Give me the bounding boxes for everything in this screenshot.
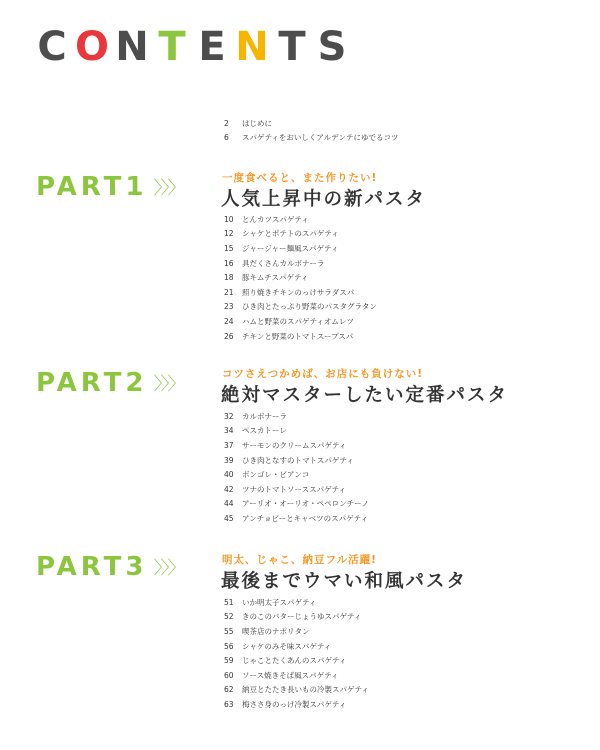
toc-entry[interactable] [224, 314, 377, 329]
page-number: 45 [224, 513, 234, 523]
entry-title: ジャージャー麺風スパゲティ [242, 243, 339, 253]
entry-title: ひき肉とたっぷり野菜のパスタグラタン [242, 302, 377, 312]
page-number: 44 [224, 499, 234, 509]
page-number: 12 [224, 229, 234, 239]
page-number: 18 [224, 273, 234, 283]
entry-title: いか明太子スパゲティ [242, 597, 317, 607]
title-letter: N [115, 24, 149, 70]
entry-title: 納豆とたたき長いもの冷製スパゲティ [242, 685, 369, 695]
toc-entry[interactable] [224, 438, 369, 453]
toc-entry[interactable] [224, 467, 369, 482]
title-letter: E [198, 24, 226, 70]
page-number: 52 [224, 612, 234, 622]
page-number: 26 [224, 331, 234, 341]
entry-title: ツナのトマトソーススパゲティ [242, 484, 347, 494]
chevrons-icon: 〉〉〉 [153, 558, 184, 579]
toc-entry[interactable] [224, 683, 369, 698]
part-1-entries [224, 212, 377, 343]
entry-title: アーリオ・オーリオ・ペペロンチーノ [242, 499, 369, 509]
intro-list [224, 116, 398, 145]
part-3-label [36, 550, 183, 584]
page-number: 59 [224, 656, 234, 666]
part-2-entries [224, 409, 369, 526]
entry-title: ボンゴレ・ビアンコ [242, 470, 310, 480]
entry-title: ペスカトーレ [242, 426, 287, 436]
page-number: 39 [224, 455, 234, 465]
page-number: 60 [224, 670, 234, 680]
toc-entry[interactable] [224, 300, 377, 315]
toc-entry[interactable] [224, 409, 369, 424]
toc-entry[interactable] [224, 424, 369, 439]
part-1-heading: 人気上昇中の新パスタ [221, 189, 427, 210]
page-number: 32 [224, 411, 234, 421]
page-number: 40 [224, 470, 234, 480]
title-letter: T [278, 24, 306, 70]
part-2-tagline: コツさえつかめば、お店にも負けない! [222, 368, 424, 380]
title-letter: S [317, 24, 347, 70]
entry-title: とんカツスパゲティ [242, 214, 309, 224]
toc-entry[interactable] [224, 285, 377, 300]
entry-title: シャケとポテトのスパゲティ [242, 229, 339, 239]
entry-title: 梅ささ身のっけ冷製スパゲティ [242, 699, 347, 709]
part-1-tagline: 一度食べると、また作りたい! [222, 172, 378, 184]
entry-title: チキンと野菜のトマトスープスパ [242, 331, 354, 341]
page-number: 37 [224, 440, 234, 450]
entry-title: じゃことたくあんのスパゲティ [242, 656, 347, 666]
toc-entry[interactable] [224, 624, 369, 639]
part-1-word: PART1 [36, 172, 148, 202]
toc-entry[interactable] [224, 453, 369, 468]
page-number: 24 [224, 316, 234, 326]
page-number: 55 [224, 626, 234, 636]
toc-entry[interactable] [224, 227, 377, 242]
part-3-tagline: 明太、じゃこ、納豆フル活躍! [222, 554, 377, 566]
title-letter: T [158, 24, 186, 70]
toc-entry[interactable] [224, 256, 377, 271]
entry-title: 豚キムチスパゲティ [242, 273, 309, 283]
page-number: 56 [224, 641, 234, 651]
toc-entry[interactable] [224, 270, 377, 285]
toc-entry[interactable] [224, 329, 377, 344]
page-number: 51 [224, 597, 234, 607]
toc-entry[interactable] [224, 653, 369, 668]
chevrons-icon: 〉〉〉 [153, 178, 184, 199]
entry-title: アンチョビーとキャベツのスパゲティ [242, 513, 369, 523]
toc-entry[interactable] [224, 131, 398, 146]
page-number: 6 [224, 133, 229, 143]
page-number: 23 [224, 302, 234, 312]
title-letter: O [74, 24, 109, 70]
page-number: 10 [224, 214, 234, 224]
toc-entry[interactable] [224, 482, 369, 497]
page-number: 16 [224, 258, 234, 268]
entry-title: きのこのバターじょうゆスパゲティ [242, 612, 362, 622]
part-3-heading: 最後までウマい和風パスタ [221, 571, 468, 592]
entry-title: 具だくさんカルボナーラ [242, 258, 325, 268]
entry-title: サーモンのクリームスパゲティ [242, 440, 347, 450]
page-number: 42 [224, 484, 234, 494]
chevrons-icon: 〉〉〉 [153, 374, 184, 395]
page-number: 15 [224, 243, 234, 253]
toc-entry[interactable] [224, 212, 377, 227]
page-number: 62 [224, 685, 234, 695]
title-letter: C [37, 24, 67, 70]
page-number: 2 [224, 118, 229, 128]
toc-entry[interactable] [224, 497, 369, 512]
part-3-word: PART3 [36, 552, 148, 582]
contents-title [32, 22, 352, 72]
toc-entry[interactable] [224, 668, 369, 683]
toc-entry[interactable] [224, 595, 369, 610]
part-2-label [36, 366, 183, 400]
entry-title: はじめに [242, 118, 272, 128]
part-2-heading: 絶対マスターしたい定番パスタ [221, 385, 509, 406]
part-2-word: PART2 [36, 368, 148, 398]
toc-entry[interactable] [224, 610, 369, 625]
entry-title: スパゲティをおいしくアルデンテにゆでるコツ [242, 133, 399, 143]
toc-entry[interactable] [224, 639, 369, 654]
toc-entry[interactable] [224, 241, 377, 256]
entry-title: ハムと野菜のスパゲティオムレツ [242, 316, 354, 326]
toc-entry[interactable] [224, 116, 398, 131]
entry-title: シャケのみそ味スパゲティ [242, 641, 332, 651]
page-number: 34 [224, 426, 234, 436]
entry-title: ソース焼きそば風スパゲティ [242, 670, 339, 680]
entry-title: 照り焼きチキンのっけサラダスパ [242, 287, 355, 297]
toc-entry[interactable] [224, 511, 369, 526]
part-1-label [36, 170, 183, 204]
page-number: 21 [224, 287, 234, 297]
entry-title: ひき肉となすのトマトスパゲティ [242, 455, 354, 465]
entry-title: カルボナーラ [242, 411, 287, 421]
toc-entry[interactable] [224, 697, 369, 712]
page-number: 63 [224, 699, 234, 709]
title-letter: N [235, 24, 269, 70]
entry-title: 喫茶店のナポリタン [242, 626, 310, 636]
part-3-entries [224, 595, 369, 712]
